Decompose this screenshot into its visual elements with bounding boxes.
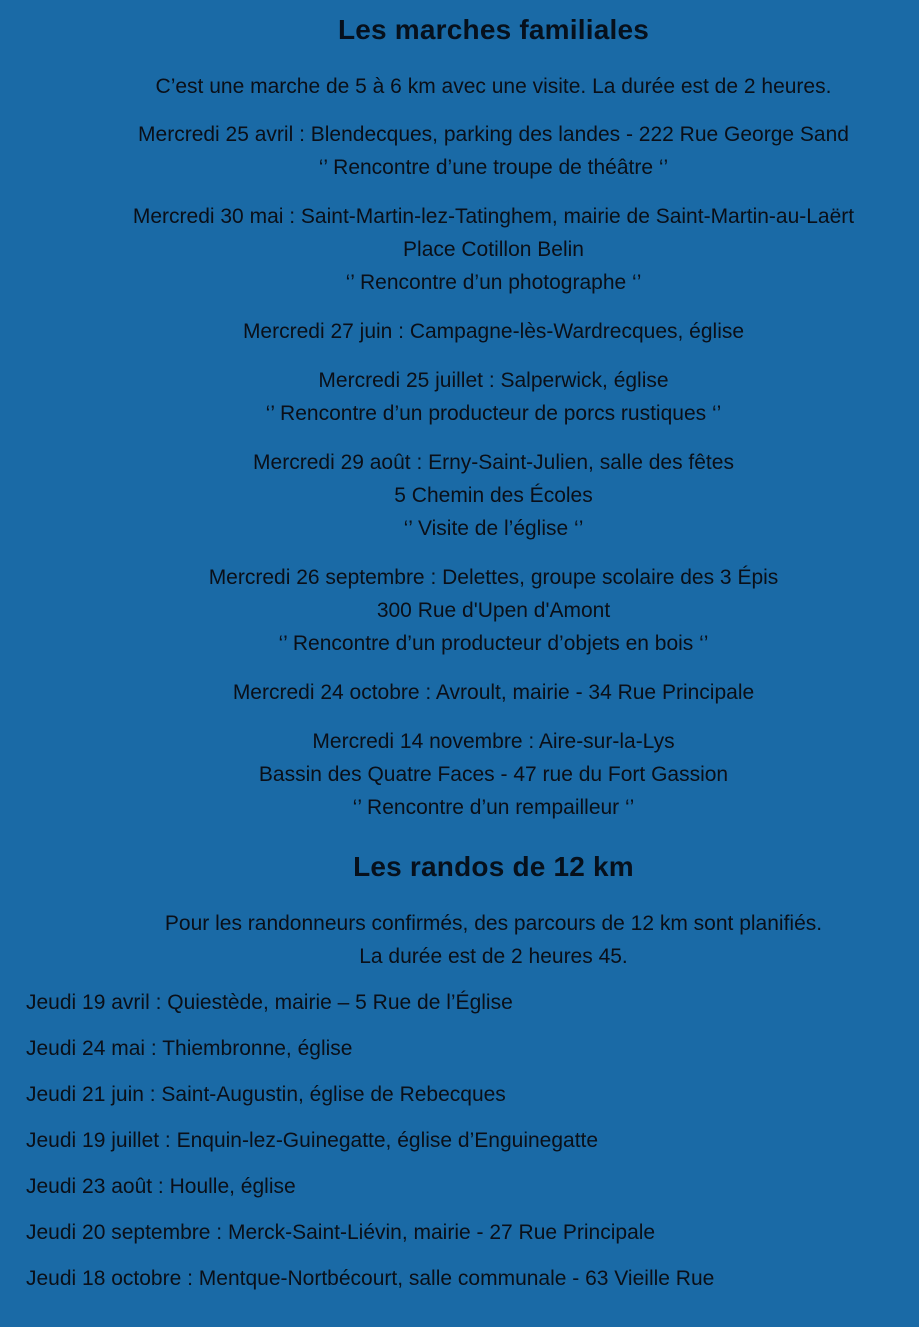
rando-item: Jeudi 24 mai : Thiembronne, église (26, 1037, 353, 1060)
event-line: ‘’ Rencontre d’une troupe de théâtre ‘’ (318, 156, 669, 179)
event-line: ‘’ Rencontre d’un rempailleur ‘’ (352, 796, 635, 819)
event-line: Mercredi 25 juillet : Salperwick, église (318, 369, 669, 392)
event-item (34, 446, 919, 545)
event-line: ‘’ Rencontre d’un producteur d’objets en bois ‘’ (278, 632, 709, 655)
event-item (34, 725, 919, 824)
event-line: ‘’ Visite de l’église ‘’ (403, 517, 584, 540)
event-line: Mercredi 25 avril : Blendecques, parking des landes - 222 Rue George Sand (138, 123, 849, 146)
event-line: 300 Rue d'Upen d'Amont (376, 599, 611, 622)
event-line: Place Cotillon Belin (403, 238, 584, 261)
event-line: Mercredi 14 novembre : Aire-sur-la-Lys (312, 730, 675, 753)
section-title-randos: Les randos de 12 km (353, 851, 634, 882)
event-item (34, 200, 919, 299)
event-item (34, 118, 919, 184)
rando-item: Jeudi 19 avril : Quiestède, mairie – 5 Rue de l’Église (26, 991, 513, 1014)
intro-randos-line-2: La durée est de 2 heures 45. (359, 945, 628, 968)
event-item (34, 315, 919, 348)
section-title-marches: Les marches familiales (337, 14, 650, 45)
randos-list (26, 986, 906, 1308)
event-line: 5 Chemin des Écoles (394, 484, 593, 507)
intro-randos-line-1: Pour les randonneurs confirmés, des parcours de 12 km sont planifiés. (164, 912, 823, 935)
event-item (34, 561, 919, 660)
events-list (34, 118, 919, 840)
event-line: Mercredi 24 octobre : Avroult, mairie - 34 Rue Principale (232, 681, 755, 704)
event-line: Mercredi 30 mai : Saint-Martin-lez-Tatinghem, mairie de Saint-Martin-au-Laërt (132, 205, 855, 228)
rando-item: Jeudi 21 juin : Saint-Augustin, église de Rebecques (26, 1083, 506, 1106)
event-line: Mercredi 29 août : Erny-Saint-Julien, salle des fêtes (253, 451, 734, 474)
event-line: ‘’ Rencontre d’un producteur de porcs rustiques ‘’ (265, 402, 722, 425)
event-item (34, 676, 919, 709)
rando-item: Jeudi 23 août : Houlle, église (26, 1175, 296, 1198)
event-item (34, 364, 919, 430)
event-line: Mercredi 26 septembre : Delettes, groupe scolaire des 3 Épis (208, 566, 779, 589)
rando-item: Jeudi 20 septembre : Merck-Saint-Liévin, mairie - 27 Rue Principale (26, 1221, 656, 1244)
intro-marches: C’est une marche de 5 à 6 km avec une visite. La durée est de 2 heures. (155, 75, 832, 98)
event-line: Bassin des Quatre Faces - 47 rue du Fort Gassion (258, 763, 729, 786)
rando-item: Jeudi 18 octobre : Mentque-Nortbécourt, salle communale - 63 Vieille Rue (26, 1267, 715, 1290)
event-line: Mercredi 27 juin : Campagne-lès-Wardrecques, église (242, 320, 745, 343)
event-line: ‘’ Rencontre d’un photographe ‘’ (345, 271, 642, 294)
intro-randos (34, 907, 919, 973)
rando-item: Jeudi 19 juillet : Enquin-lez-Guinegatte, église d’Enguinegatte (26, 1129, 599, 1152)
